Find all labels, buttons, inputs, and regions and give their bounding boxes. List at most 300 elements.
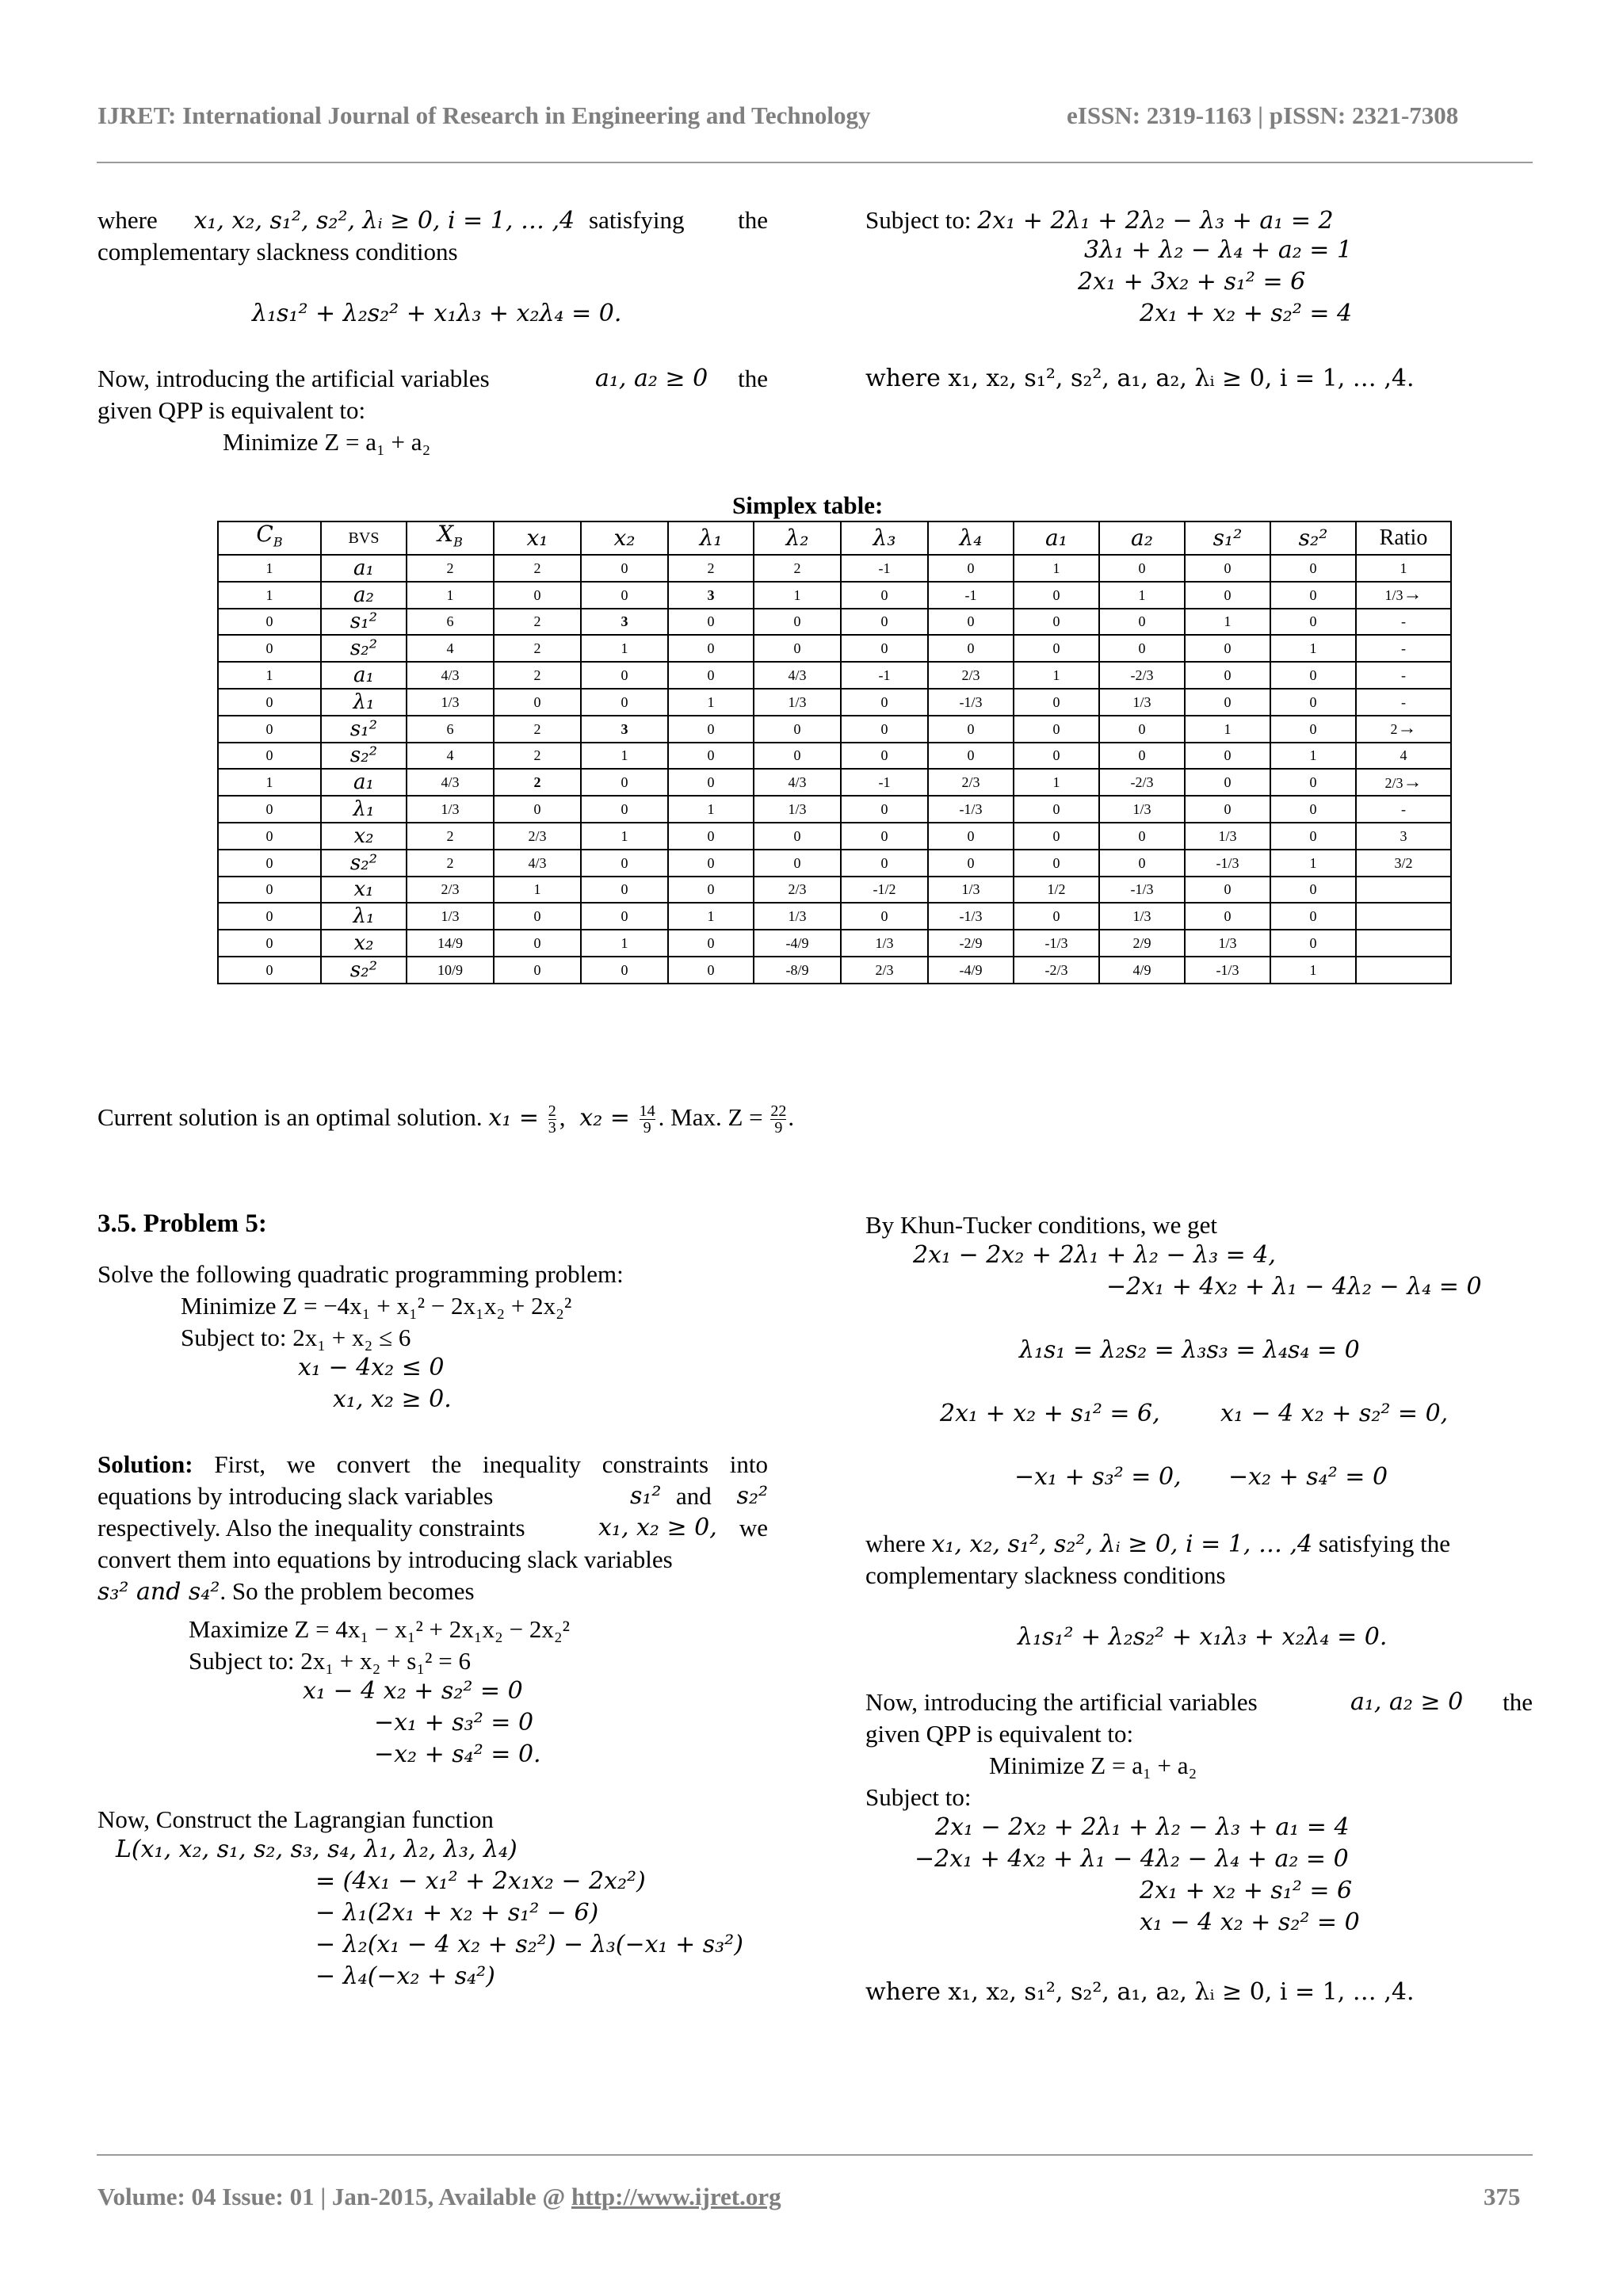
- table-cell: 2: [668, 555, 754, 582]
- subject-right-1: 2x₁ − 2x₂ + 2λ₁ + λ₂ − λ₃ + a₁ = 4: [935, 1813, 1350, 1841]
- problem5-minimize: Minimize Z = −4x₁ + x₁² − 2x₁x₂ + 2x₂²: [181, 1292, 572, 1320]
- eq-c: −x₁ + s₃² = 0,: [1014, 1463, 1182, 1491]
- table-cell: 1/3: [1185, 930, 1270, 957]
- complementary-eq: λ₁s₁ = λ₂s₂ = λ₃s₃ = λ₄s₄ = 0: [1019, 1336, 1360, 1364]
- table-cell: 0: [1185, 769, 1270, 796]
- table-cell: 0: [841, 850, 928, 877]
- table-cell: 1: [668, 796, 754, 823]
- table-row: [218, 635, 1451, 662]
- table-cell: 10/9: [407, 957, 494, 984]
- table-cell: 0: [218, 823, 321, 850]
- table-cell: 4: [1356, 743, 1451, 770]
- table-cell: 14/9: [407, 930, 494, 957]
- table-cell: 2: [494, 716, 581, 743]
- table-cell: 1: [1270, 635, 1356, 662]
- table-cell: -4/9: [754, 930, 841, 957]
- subject-right-2: −2x₁ + 4x₂ + λ₁ − 4λ₂ − λ₄ + a₂ = 0: [915, 1845, 1349, 1873]
- lagrangian-intro: Now, Construct the Lagrangian function: [97, 1805, 494, 1833]
- table-cell: 0: [494, 582, 581, 609]
- table-cell: 0: [1014, 716, 1099, 743]
- table-header-row: [218, 521, 1451, 555]
- table-cell: 1: [1270, 957, 1356, 984]
- header-s1sq: s₁²: [1185, 521, 1270, 555]
- footer-url-link[interactable]: http://www.ijret.org: [571, 2183, 781, 2210]
- lagrangian-4: − λ₂(x₁ − 4 x₂ + s₂²) − λ₃(−x₁ + s₃²): [315, 1931, 743, 1958]
- problem5-c2: x₁ − 4x₂ ≤ 0: [298, 1354, 445, 1381]
- simplex-table: [217, 521, 1452, 984]
- problem5-c3: x₁, x₂ ≥ 0.: [333, 1385, 452, 1413]
- table-cell: 0: [841, 716, 928, 743]
- table-row: [218, 850, 1451, 877]
- table-cell: 1/3: [407, 903, 494, 930]
- table-cell: 0: [1270, 609, 1356, 636]
- intro-right-2: given QPP is equivalent to:: [865, 1720, 1134, 1748]
- table-cell: 0: [1185, 743, 1270, 770]
- pivot-arrow-icon: →: [1403, 584, 1423, 606]
- table-cell: 1: [754, 582, 841, 609]
- table-cell: 0: [1270, 903, 1356, 930]
- table-cell: 0: [668, 957, 754, 984]
- table-cell: 2→: [1356, 716, 1451, 743]
- table-cell: 0: [928, 609, 1014, 636]
- table-cell: 1: [1270, 850, 1356, 877]
- constraint-4-top: 2x₁ + x₂ + s₂² = 4: [1140, 300, 1353, 327]
- table-cell: s₂²: [321, 957, 407, 984]
- table-cell: 0: [668, 662, 754, 689]
- table-cell: 0: [1270, 769, 1356, 796]
- table-cell: 0: [668, 716, 754, 743]
- subject-right-3: 2x₁ + x₂ + s₁² = 6: [1140, 1877, 1353, 1904]
- table-cell: 0: [218, 877, 321, 904]
- problem5-intro: Solve the following quadratic programming problem:: [97, 1260, 624, 1288]
- table-cell: 1/2: [1014, 877, 1099, 904]
- lagrangian-1: L(x₁, x₂, s₁, s₂, s₃, s₄, λ₁, λ₂, λ₃, λ₄): [116, 1836, 517, 1863]
- header-bvs: BVS: [321, 521, 407, 555]
- table-cell: 0: [1014, 635, 1099, 662]
- table-cell: 1: [1185, 609, 1270, 636]
- table-cell: λ₁: [321, 903, 407, 930]
- table-cell: 2/3: [841, 957, 928, 984]
- table-cell: 0: [668, 635, 754, 662]
- table-cell: 0: [494, 796, 581, 823]
- table-cell: -1/2: [841, 877, 928, 904]
- table-cell: 1/3: [754, 903, 841, 930]
- conclusion: Current solution is an optimal solution. x₁ = $\frac{2}{3}$ , x₂ = $\frac{14}{9}$ . Max. Z = $\frac{22}{9}$ .: [97, 1102, 795, 1137]
- table-cell: 0: [1185, 662, 1270, 689]
- table-cell: 0: [494, 689, 581, 716]
- table-cell: 0: [668, 743, 754, 770]
- table-cell: a₁: [321, 662, 407, 689]
- table-cell: 0: [841, 743, 928, 770]
- table-cell: 0: [1270, 689, 1356, 716]
- table-cell: [1356, 877, 1451, 904]
- table-cell: 0: [581, 769, 668, 796]
- table-cell: 0: [754, 716, 841, 743]
- header-x1: x₁: [494, 521, 581, 555]
- table-cell: 0: [1185, 582, 1270, 609]
- table-cell: 0: [1014, 796, 1099, 823]
- table-cell: 0: [1270, 930, 1356, 957]
- table-cell: -8/9: [754, 957, 841, 984]
- table-cell: 2/3: [494, 823, 581, 850]
- table-cell: 4/3: [754, 769, 841, 796]
- table-cell: 1/3: [407, 689, 494, 716]
- table-cell: s₁²: [321, 609, 407, 636]
- table-cell: 6: [407, 609, 494, 636]
- table-cell: 0: [841, 635, 928, 662]
- table-cell: -1/3: [1185, 957, 1270, 984]
- table-cell: 0: [1099, 716, 1185, 743]
- table-cell: 0: [581, 662, 668, 689]
- table-cell: 1/3: [1099, 903, 1185, 930]
- cs-equation-right: λ₁s₁² + λ₂s₂² + x₁λ₃ + x₂λ₄ = 0.: [1018, 1623, 1388, 1651]
- intro-line: Now, introducing the artificial variables a₁, a₂ ≥ 0 the: [97, 365, 768, 392]
- table-cell: 0: [668, 930, 754, 957]
- header-a1: a₁: [1014, 521, 1099, 555]
- table-row: [218, 743, 1451, 770]
- table-cell: 0: [1099, 609, 1185, 636]
- table-cell: 0: [581, 957, 668, 984]
- table-cell: 0: [218, 957, 321, 984]
- where-top-right: where x₁, x₂, s₁², s₂², a₁, a₂, λᵢ ≥ 0, i = 1, … ,4.: [865, 365, 1415, 392]
- table-cell: 0: [928, 850, 1014, 877]
- table-cell: 1: [668, 689, 754, 716]
- issn: eISSN: 2319-1163 | pISSN: 2321-7308: [1067, 101, 1459, 129]
- table-cell: 2: [494, 743, 581, 770]
- table-cell: 1/3: [928, 877, 1014, 904]
- table-cell: [1356, 930, 1451, 957]
- table-cell: -2/3: [1014, 957, 1099, 984]
- table-caption: Simplex table:: [732, 491, 884, 519]
- header-ratio: Ratio: [1356, 521, 1451, 555]
- table-cell: 1: [1270, 743, 1356, 770]
- table-row: [218, 689, 1451, 716]
- table-cell: 4/9: [1099, 957, 1185, 984]
- table-cell: x₂: [321, 930, 407, 957]
- problem5-e2: x₁ − 4 x₂ + s₂² = 0: [303, 1677, 523, 1705]
- table-cell: 0: [1014, 903, 1099, 930]
- table-cell: 1/3→: [1356, 582, 1451, 609]
- table-cell: 0: [668, 823, 754, 850]
- header-a2: a₂: [1099, 521, 1185, 555]
- eq-a: 2x₁ + x₂ + s₁² = 6,: [940, 1400, 1160, 1427]
- table-cell: 0: [928, 555, 1014, 582]
- page-number: 375: [1484, 2183, 1521, 2210]
- subject-right: Subject to:: [865, 1783, 972, 1811]
- table-cell: 3: [668, 582, 754, 609]
- intro-right: Now, introducing the artificial variables a₁, a₂ ≥ 0 the: [865, 1688, 1533, 1716]
- table-cell: -1/3: [928, 796, 1014, 823]
- table-row: [218, 903, 1451, 930]
- table-cell: 1: [407, 582, 494, 609]
- header-x2: x₂: [581, 521, 668, 555]
- table-cell: 0: [1099, 850, 1185, 877]
- table-cell: 0: [1014, 743, 1099, 770]
- table-cell: λ₁: [321, 689, 407, 716]
- subject-to-top: Subject to: 2x₁ + 2λ₁ + 2λ₂ − λ₃ + a₁ = 2: [865, 206, 1334, 235]
- constraint-2-top: 3λ₁ + λ₂ − λ₄ + a₂ = 1: [1084, 236, 1353, 264]
- table-cell: 0: [218, 716, 321, 743]
- table-cell: 1: [218, 555, 321, 582]
- header-s2sq: s₂²: [1270, 521, 1356, 555]
- header-lambda1: λ₁: [668, 521, 754, 555]
- table-cell: 2: [494, 662, 581, 689]
- table-cell: 0: [754, 609, 841, 636]
- table-cell: 0: [841, 689, 928, 716]
- table-cell: 0: [928, 716, 1014, 743]
- table-cell: -: [1356, 662, 1451, 689]
- table-cell: 0: [841, 796, 928, 823]
- table-cell: 0: [1270, 662, 1356, 689]
- where-final: where x₁, x₂, s₁², s₂², a₁, a₂, λᵢ ≥ 0, i = 1, … ,4.: [865, 1978, 1415, 2006]
- header-lambda2: λ₂: [754, 521, 841, 555]
- table-cell: 0: [218, 796, 321, 823]
- table-cell: -1/3: [928, 689, 1014, 716]
- table-cell: 1: [581, 743, 668, 770]
- table-cell: 0: [218, 930, 321, 957]
- table-cell: -1: [841, 769, 928, 796]
- table-cell: 1: [668, 903, 754, 930]
- solution-l4: convert them into equations by introducing slack variables: [97, 1545, 673, 1573]
- table-cell: s₂²: [321, 850, 407, 877]
- table-cell: 1: [581, 823, 668, 850]
- lagrangian-5: − λ₄(−x₂ + s₄²): [315, 1962, 495, 1990]
- table-cell: 1: [581, 930, 668, 957]
- problem5-subject: Subject to: 2x₁ + x₂ ≤ 6: [181, 1324, 411, 1351]
- table-cell: 0: [668, 609, 754, 636]
- table-cell: -1/3: [1014, 930, 1099, 957]
- table-cell: [1356, 957, 1451, 984]
- table-cell: 0: [218, 850, 321, 877]
- table-cell: 1/3: [841, 930, 928, 957]
- table-cell: 0: [494, 930, 581, 957]
- header-cb: 𝐶$_B$: [218, 521, 321, 555]
- table-cell: -: [1356, 689, 1451, 716]
- table-cell: -1: [928, 582, 1014, 609]
- table-cell: 1: [1014, 769, 1099, 796]
- table-cell: 3: [1356, 823, 1451, 850]
- table-row: [218, 957, 1451, 984]
- table-cell: 2: [494, 635, 581, 662]
- table-cell: 0: [1185, 877, 1270, 904]
- solution-l2: equations by introducing slack variables s₁² and s₂²: [97, 1482, 768, 1510]
- table-cell: 2/9: [1099, 930, 1185, 957]
- table-cell: λ₁: [321, 796, 407, 823]
- table-cell: 0: [218, 609, 321, 636]
- eq-d: −x₂ + s₄² = 0: [1228, 1463, 1388, 1491]
- table-cell: 0: [754, 850, 841, 877]
- table-cell: 6: [407, 716, 494, 743]
- table-cell: 0: [841, 823, 928, 850]
- table-cell: 2/3: [928, 769, 1014, 796]
- table-cell: 0: [754, 743, 841, 770]
- table-cell: 0: [494, 903, 581, 930]
- table-row: [218, 823, 1451, 850]
- table-cell: 1: [218, 662, 321, 689]
- table-cell: 4: [407, 743, 494, 770]
- table-cell: 1: [218, 582, 321, 609]
- table-cell: 0: [1014, 582, 1099, 609]
- table-cell: 1: [581, 635, 668, 662]
- table-cell: 0: [1099, 635, 1185, 662]
- table-cell: -: [1356, 635, 1451, 662]
- lagrangian-2: = (4x₁ − x₁² + 2x₁x₂ − 2x₂²): [315, 1867, 646, 1895]
- table-cell: -1: [841, 662, 928, 689]
- header-xb: 𝑋$_B$: [407, 521, 494, 555]
- table-cell: 0: [1185, 635, 1270, 662]
- table-cell: 0: [1099, 743, 1185, 770]
- table-cell: 1: [1099, 582, 1185, 609]
- table-cell: s₂²: [321, 635, 407, 662]
- table-row: [218, 555, 1451, 582]
- header-lambda4: λ₄: [928, 521, 1014, 555]
- table-cell: 4/3: [754, 662, 841, 689]
- table-cell: 1/3: [1099, 796, 1185, 823]
- table-cell: -2/9: [928, 930, 1014, 957]
- footer-volume: Volume: 04 Issue: 01 | Jan-2015, Available @ http://www.ijret.org: [97, 2183, 781, 2210]
- table-cell: a₁: [321, 769, 407, 796]
- table-cell: 0: [1270, 877, 1356, 904]
- table-cell: 1: [1356, 555, 1451, 582]
- table-cell: a₂: [321, 582, 407, 609]
- table-cell: s₂²: [321, 743, 407, 770]
- table-cell: 0: [494, 957, 581, 984]
- lagrangian-3: − λ₁(2x₁ + x₂ + s₁² − 6): [315, 1899, 599, 1927]
- table-row: [218, 877, 1451, 904]
- table-cell: 1/3: [754, 689, 841, 716]
- table-cell: 3: [581, 716, 668, 743]
- kt-1: 2x₁ − 2x₂ + 2λ₁ + λ₂ − λ₃ = 4,: [913, 1241, 1276, 1269]
- kt-2: −2x₁ + 4x₂ + λ₁ − 4λ₂ − λ₄ = 0: [1106, 1273, 1482, 1301]
- table-cell: x₂: [321, 823, 407, 850]
- table-row: [218, 716, 1451, 743]
- table-cell: 0: [754, 823, 841, 850]
- table-cell: 0: [1014, 609, 1099, 636]
- table-cell: 1/3: [1185, 823, 1270, 850]
- table-cell: -1/3: [1185, 850, 1270, 877]
- table-cell: 0: [1014, 689, 1099, 716]
- table-cell: 0: [1270, 796, 1356, 823]
- table-cell: 0: [1185, 689, 1270, 716]
- x1-fraction: $\frac{2}{3}$: [548, 1102, 556, 1137]
- problem5-max: Maximize Z = 4x₁ − x₁² + 2x₁x₂ − 2x₂²: [189, 1615, 570, 1643]
- table-cell: -1/3: [928, 903, 1014, 930]
- problem5-e3: −x₁ + s₃² = 0: [374, 1709, 534, 1736]
- table-cell: 0: [581, 903, 668, 930]
- table-cell: 1: [1014, 555, 1099, 582]
- table-row: [218, 796, 1451, 823]
- table-cell: 2/3: [754, 877, 841, 904]
- header-rule: [97, 162, 1533, 163]
- table-cell: 0: [928, 635, 1014, 662]
- constraint-3-top: 2x₁ + 3x₂ + s₁² = 6: [1078, 268, 1306, 296]
- footer-rule: [97, 2154, 1533, 2156]
- solution-l3: respectively. Also the inequality constraints x₁, x₂ ≥ 0, we: [97, 1514, 768, 1541]
- table-cell: 2/3→: [1356, 769, 1451, 796]
- table-cell: s₁²: [321, 716, 407, 743]
- complementary-text: complementary slackness conditions: [97, 238, 458, 266]
- table-cell: 0: [581, 555, 668, 582]
- table-cell: 2: [494, 609, 581, 636]
- table-cell: 2: [407, 555, 494, 582]
- table-cell: 0: [1099, 823, 1185, 850]
- table-cell: 0: [1270, 582, 1356, 609]
- minimize-right: Minimize Z = a₁ + a₂: [989, 1752, 1197, 1779]
- table-cell: 0: [581, 582, 668, 609]
- subject-right-4: x₁ − 4 x₂ + s₂² = 0: [1140, 1908, 1360, 1936]
- table-row: [218, 662, 1451, 689]
- table-cell: -1/3: [1099, 877, 1185, 904]
- table-cell: 0: [1185, 903, 1270, 930]
- z-fraction: $\frac{22}{9}$: [770, 1102, 787, 1137]
- solution-l5: s₃² and s₄². So the problem becomes: [97, 1577, 475, 1606]
- table-cell: 0: [581, 877, 668, 904]
- table-cell: 1: [218, 769, 321, 796]
- table-cell: 0: [754, 635, 841, 662]
- pivot-arrow-icon: →: [1403, 771, 1423, 793]
- kt-intro: By Khun-Tucker conditions, we get: [865, 1211, 1218, 1239]
- table-cell: 2: [407, 823, 494, 850]
- table-cell: 0: [218, 635, 321, 662]
- table-cell: 2: [407, 850, 494, 877]
- table-cell: 4/3: [407, 769, 494, 796]
- table-cell: 4/3: [494, 850, 581, 877]
- intro-line-2: given QPP is equivalent to:: [97, 396, 366, 424]
- table-cell: [1356, 903, 1451, 930]
- cs-equation-top: λ₁s₁² + λ₂s₂² + x₁λ₃ + x₂λ₄ = 0.: [252, 300, 622, 327]
- table-cell: 4/3: [407, 662, 494, 689]
- table-cell: 1/3: [407, 796, 494, 823]
- where-right-2: complementary slackness conditions: [865, 1561, 1226, 1589]
- table-cell: -4/9: [928, 957, 1014, 984]
- pivot-arrow-icon: →: [1397, 718, 1417, 739]
- table-cell: 1/3: [1099, 689, 1185, 716]
- table-cell: 0: [218, 903, 321, 930]
- problem5-sub: Subject to: 2x₁ + x₂ + s₁² = 6: [189, 1647, 471, 1675]
- table-cell: 1: [494, 877, 581, 904]
- minimize-top: Minimize Z = a₁ + a₂: [223, 428, 431, 456]
- table-cell: 0: [581, 850, 668, 877]
- table-cell: -1: [841, 555, 928, 582]
- table-cell: 0: [668, 769, 754, 796]
- table-cell: 0: [1099, 555, 1185, 582]
- table-cell: 0: [928, 743, 1014, 770]
- problem5-e4: −x₂ + s₄² = 0.: [374, 1740, 541, 1768]
- table-cell: 0: [581, 689, 668, 716]
- table-cell: 4: [407, 635, 494, 662]
- table-cell: 2/3: [407, 877, 494, 904]
- table-row: [218, 769, 1451, 796]
- table-row: [218, 609, 1451, 636]
- table-cell: 3: [581, 609, 668, 636]
- table-cell: 2/3: [928, 662, 1014, 689]
- table-cell: 0: [1185, 796, 1270, 823]
- table-cell: -: [1356, 796, 1451, 823]
- table-cell: 0: [218, 689, 321, 716]
- table-cell: 2: [494, 555, 581, 582]
- table-cell: 0: [581, 796, 668, 823]
- table-cell: 0: [841, 582, 928, 609]
- solution-l1: Solution: First, we convert the inequality constraints into: [97, 1450, 768, 1478]
- table-cell: 1: [1185, 716, 1270, 743]
- table-cell: -: [1356, 609, 1451, 636]
- table-cell: 0: [1014, 850, 1099, 877]
- eq-b: x₁ − 4 x₂ + s₂² = 0,: [1220, 1400, 1449, 1427]
- table-cell: 0: [1270, 555, 1356, 582]
- table-cell: -2/3: [1099, 769, 1185, 796]
- table-cell: 0: [668, 877, 754, 904]
- table-cell: 0: [841, 609, 928, 636]
